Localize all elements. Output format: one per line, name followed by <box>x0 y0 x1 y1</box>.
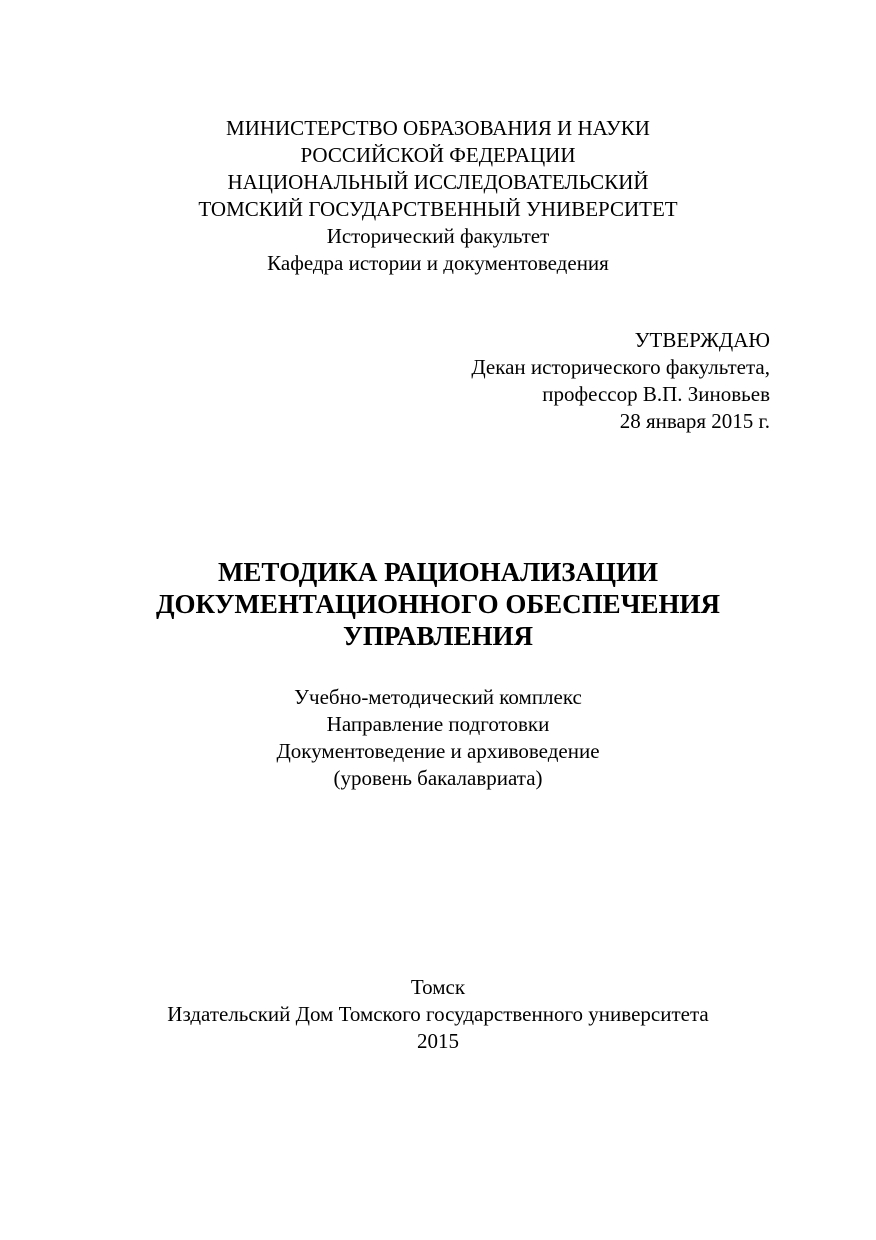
university-line-2: ТОМСКИЙ ГОСУДАРСТВЕННЫЙ УНИВЕРСИТЕТ <box>198 197 678 221</box>
department-line: Кафедра истории и документоведения <box>267 251 609 275</box>
approval-heading: УТВЕРЖДАЮ <box>634 328 770 352</box>
institution-header <box>0 115 876 277</box>
ministry-line-2: РОССИЙСКОЙ ФЕДЕРАЦИИ <box>300 143 576 167</box>
approval-signatory: профессор В.П. Зиновьев <box>542 382 770 406</box>
title-line-3: УПРАВЛЕНИЯ <box>343 621 533 651</box>
document-subtitle <box>0 684 876 792</box>
imprint-year: 2015 <box>417 1029 459 1053</box>
imprint-city: Томск <box>410 975 466 999</box>
subtitle-line-4: (уровень бакалавриата) <box>333 766 543 790</box>
faculty-line: Исторический факультет <box>326 224 550 248</box>
subtitle-line-3: Документоведение и архивоведение <box>276 739 600 763</box>
approval-date: 28 января 2015 г. <box>619 409 770 433</box>
subtitle-line-1: Учебно-методический комплекс <box>294 685 582 709</box>
subtitle-line-2: Направление подготовки <box>326 712 550 736</box>
imprint-publisher: Издательский Дом Томского государственного университета <box>167 1002 709 1026</box>
title-line-2: ДОКУМЕНТАЦИОННОГО ОБЕСПЕЧЕНИЯ <box>155 589 721 619</box>
university-line-1: НАЦИОНАЛЬНЫЙ ИССЛЕДОВАТЕЛЬСКИЙ <box>227 170 649 194</box>
title-line-1: МЕТОДИКА РАЦИОНАЛИЗАЦИИ <box>217 557 659 587</box>
approval-position: Декан исторического факультета, <box>471 355 770 379</box>
ministry-line-1: МИНИСТЕРСТВО ОБРАЗОВАНИЯ И НАУКИ <box>226 116 650 140</box>
publisher-imprint <box>0 974 876 1055</box>
document-title <box>0 556 876 652</box>
approval-block <box>471 327 770 435</box>
